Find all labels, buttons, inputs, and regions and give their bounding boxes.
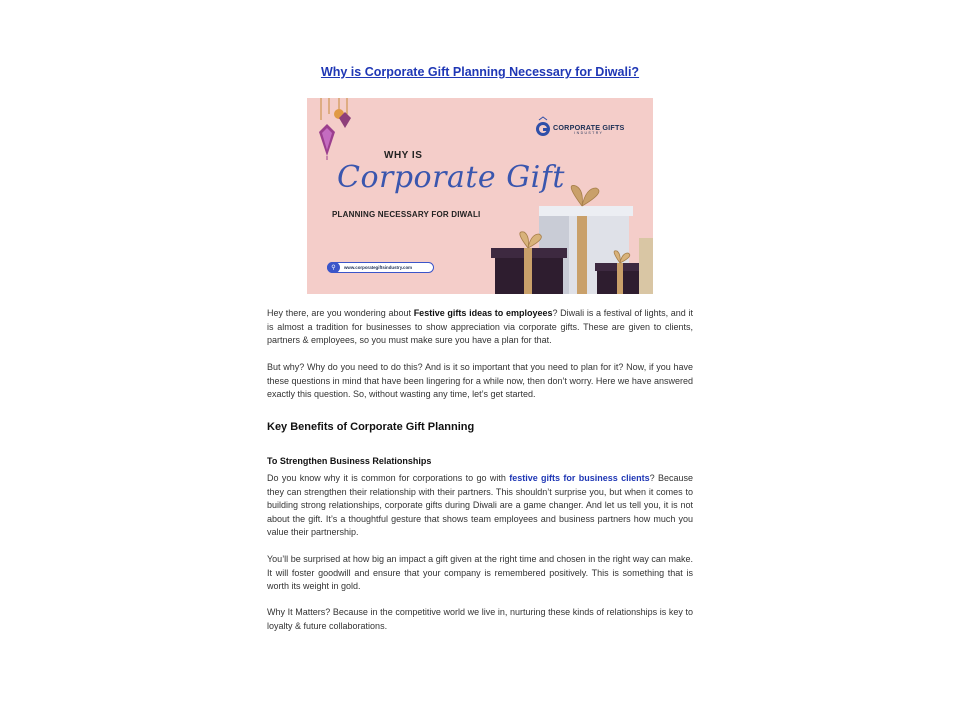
lantern-icon	[319, 98, 351, 160]
banner-url-pill	[327, 262, 434, 273]
benefits-p1-text-end: ? Because they can strengthen their relationship with their partners. This shouldn’t surprise you, but when it comes to building strong relationships, corporate gifts during Diwali are a game changer. And let us tell you, it is not about the gift. It’s a thoughtful gesture that shows team employees and business partners how much you value their partnership.	[267, 473, 693, 537]
benefits-paragraph-3: Why It Matters? Because in the competitive world we live in, nurturing these kinds of relationships is key to loyalty & future collaborations.	[267, 607, 693, 631]
globe-icon: ⚲	[327, 262, 340, 273]
brand-logo-icon	[536, 117, 550, 136]
festive-gifts-business-clients-link[interactable]: festive gifts for business clients	[509, 473, 650, 483]
section-heading-benefits: Key Benefits of Corporate Gift Planning	[267, 421, 475, 433]
brand-name: CORPORATE GIFTS	[553, 123, 625, 132]
intro-paragraph-1	[267, 307, 693, 348]
intro-paragraph-2: But why? Why do you need to do this? And is it so important that you need to plan for it? Now, if you have these questions in mind that have been lingering for a while now, then don’t worry. Here we have answered exactly this question. So, without wasting any time, let’s get started.	[267, 362, 693, 399]
banner-heading-script: Corporate Gift	[337, 160, 565, 195]
brand-subtitle: INDUSTRY	[574, 131, 604, 136]
banner-heading-small: WHY IS	[384, 150, 423, 161]
benefits-paragraph-2: You’ll be surprised at how big an impact a gift given at the right time and chosen in the right way can make. It will foster goodwill and ensure that your company is remembered positively. This is something that is worth its weight in gold.	[267, 554, 693, 591]
brand-logo	[550, 124, 625, 136]
banner-url: www.corporategiftsindustry.com	[344, 265, 413, 270]
hero-banner	[307, 98, 653, 294]
benefits-paragraph-1	[267, 472, 693, 540]
gift-box-icon	[491, 185, 653, 294]
subheading-strengthen: To Strengthen Business Relationships	[267, 456, 432, 466]
page-title[interactable]: Why is Corporate Gift Planning Necessary for Diwali?	[320, 65, 640, 79]
intro-p1-text-start: Hey there, are you wondering about	[267, 308, 414, 318]
banner-heading-bottom: PLANNING NECESSARY FOR DIWALI	[332, 210, 481, 219]
intro-p1-bold: Festive gifts ideas to employees	[413, 308, 553, 318]
intro-p1-text-end: ? Diwali is a festival of lights, and it is almost a tradition for businesses to show appreciation via corporate gifts. These are given to clients, partners & employees, so you must make sure you have a plan for that.	[267, 308, 693, 345]
benefits-p1-text-start: Do you know why it is common for corporations to go with	[267, 473, 510, 483]
